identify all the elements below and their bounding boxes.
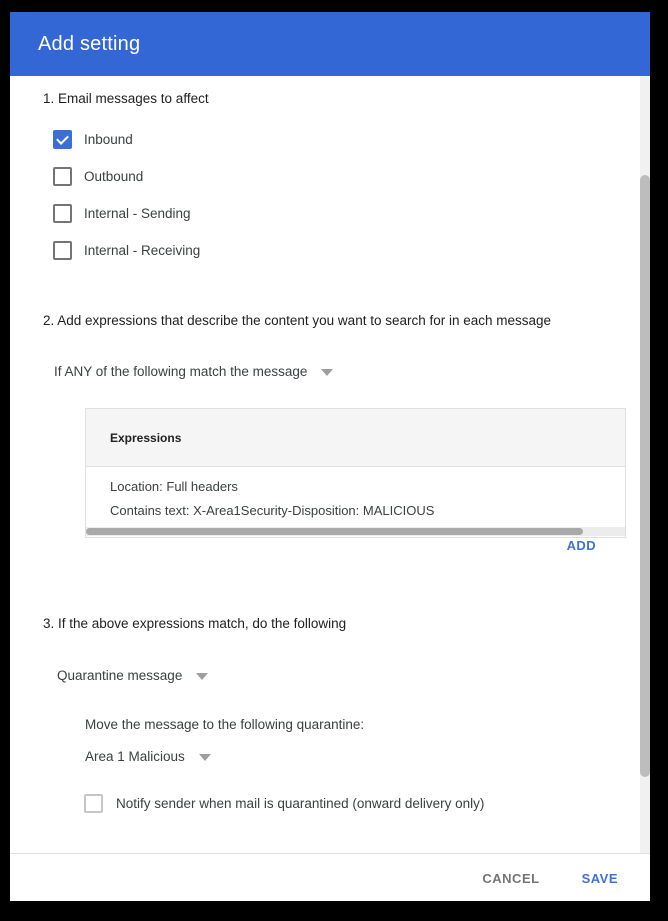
quarantine-value: Area 1 Malicious	[85, 749, 185, 764]
chevron-down-icon	[196, 673, 208, 680]
save-button[interactable]: SAVE	[580, 867, 620, 890]
quarantine-dropdown[interactable]	[85, 749, 211, 764]
checkbox-row-internal-sending[interactable]	[53, 204, 200, 223]
expressions-rows	[86, 467, 625, 525]
section-affect-label: 1. Email messages to affect	[43, 91, 209, 106]
internal-receiving-label: Internal - Receiving	[84, 243, 201, 258]
internal-receiving-checkbox[interactable]	[53, 241, 72, 260]
internal-sending-checkbox[interactable]	[53, 204, 72, 223]
expression-row-location[interactable]: Location: Full headers	[110, 479, 238, 494]
vertical-scrollbar-thumb[interactable]	[640, 175, 650, 777]
match-mode-value: If ANY of the following match the message	[54, 364, 308, 379]
checkbox-row-internal-receiving[interactable]	[53, 241, 200, 260]
dialog-title: Add setting	[38, 32, 141, 55]
section-expressions-label: 2. Add expressions that describe the content you want to search for in each message	[43, 313, 552, 328]
chevron-down-icon	[321, 369, 333, 376]
internal-sending-label: Internal - Sending	[84, 206, 191, 221]
add-setting-dialog	[10, 12, 650, 901]
consequence-value: Quarantine message	[57, 668, 183, 683]
cancel-button[interactable]: CANCEL	[480, 867, 541, 890]
dialog-header	[10, 12, 650, 76]
match-mode-dropdown[interactable]	[54, 364, 333, 379]
section-action-label: 3. If the above expressions match, do the following	[43, 616, 347, 631]
consequence-dropdown[interactable]	[57, 668, 208, 683]
expressions-table-header	[86, 409, 625, 467]
horizontal-scrollbar-thumb[interactable]	[86, 528, 583, 535]
vertical-scrollbar-track[interactable]	[640, 76, 650, 853]
outbound-label: Outbound	[84, 169, 144, 184]
dialog-footer	[10, 853, 650, 901]
horizontal-scrollbar-track[interactable]	[86, 527, 625, 536]
quarantine-prompt-label: Move the message to the following quarantine:	[85, 717, 365, 732]
add-expression-button[interactable]: ADD	[566, 538, 596, 553]
inbound-checkbox[interactable]	[53, 130, 72, 149]
checkbox-row-inbound[interactable]	[53, 130, 200, 149]
affect-checkbox-group	[53, 130, 200, 278]
notify-sender-row[interactable]	[84, 794, 484, 813]
notify-sender-checkbox[interactable]	[84, 794, 103, 813]
outbound-checkbox[interactable]	[53, 167, 72, 186]
add-expression-row	[85, 538, 626, 553]
chevron-down-icon	[199, 754, 211, 761]
inbound-label: Inbound	[84, 132, 133, 147]
dialog-body	[10, 76, 650, 853]
expression-row-contains[interactable]: Contains text: X-Area1Security-Disposition: MALICIOUS	[110, 503, 435, 518]
notify-sender-label: Notify sender when mail is quarantined (onward delivery only)	[116, 796, 485, 811]
expressions-column-header: Expressions	[110, 430, 182, 445]
expressions-table	[85, 408, 626, 538]
checkbox-row-outbound[interactable]	[53, 167, 200, 186]
